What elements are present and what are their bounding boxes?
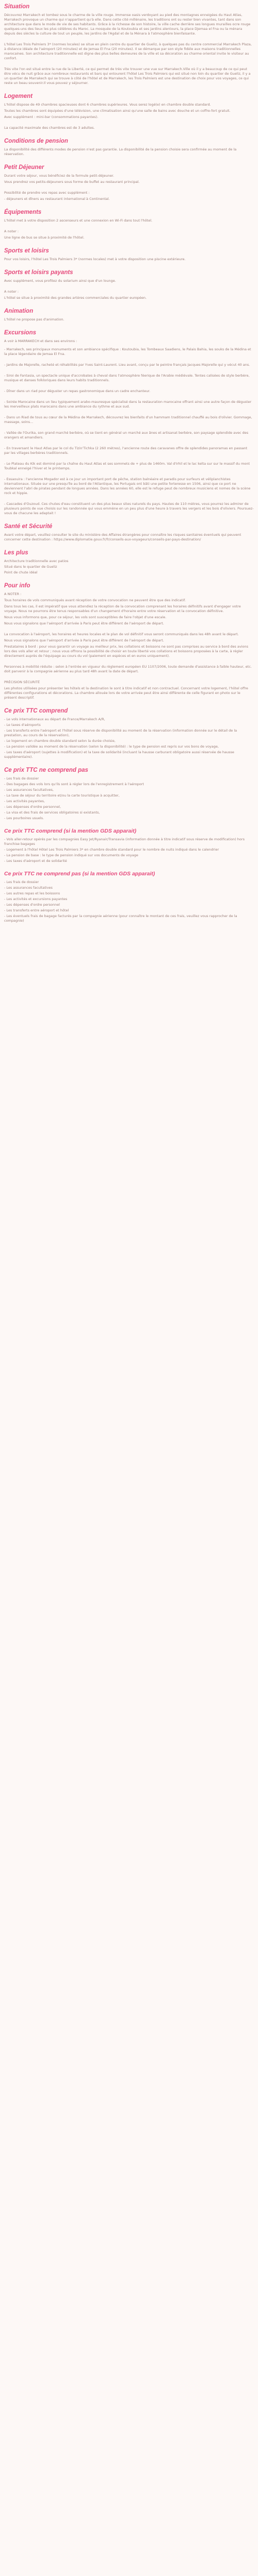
ttc-ne-comprend-item: - La visa et des frais de services obligatoires si existants, [4, 810, 100, 815]
excursion-item: - Dans un Riad de tous au cœur de la Médina de Marrakech, découvrez les bienfaits d'un hammam traditionnel chauffé au bois d'olivier. Gommage, massage, soins... [4, 415, 252, 424]
gds-ne-comprend-item: - Les transferts entre aéroport et hôtel [4, 908, 69, 912]
pour-info-paragraph: Nous vous informons que, pour ce séjour, les vols sont susceptibles de faire l'objet d'une escale. [4, 615, 167, 619]
ttc-ne-comprend-item: - La taxe de séjour du territoire et/ou la carte touristique à acquitter, [4, 793, 120, 798]
sports-payants-paragraph: L'hôtel se situe à proximité des grandes artères commerciales du quartier européen. [4, 296, 147, 300]
ttc-ne-comprend-item: - Des bagages des vols lors qu'ils sont à régler lors de l'enregistrement à l'aéroport [4, 782, 144, 786]
hotel-description-page [0, 0, 258, 923]
conditions-paragraph: La disponibilité des différents modes de pension n'est pas garantie. La disponibilité de la pension choisie sera confirmée au moment de la réservation. [4, 147, 237, 156]
sports-payants-paragraph: Avec supplément, vous profitez du solarium ainsi que d'un lounge. [4, 279, 116, 283]
gds-comprend-item: - Vols aller-retour opérés par les compagnies Easy Jet/Ryanair/Transavia (information donnée à titre indicatif sous réserve de modification) hors franchise bagages [4, 837, 245, 846]
equipements-paragraph: Une ligne de bus se situe à proximité de l'hôtel. [4, 235, 85, 240]
excursion-item: - Siroi de Fantasia, un spectacle unique d'accrobates à cheval dans l'atmosphère féerique de l'Arabie médiévale. Tentes calisées de style berbère, musique et danses folkloriques dans leurs habits traditionnels. [4, 374, 250, 382]
ttc-comprend-item: - Le taxes d'aéroports [4, 723, 41, 727]
pour-info-paragraph: Prestataires à bord : pour vous garantir un voyage au meilleur prix, les collations et boissons ne sont pas comprises au service à bord des avions lors des vols aller et retour ; nous vous offrons la possibilité de choisir en toute liberté vos collations et boissons proposées à la carte, à régler directement auprès de l'équipage au cours du vol (paiement en espèces et en euros uniquement). [4, 645, 249, 658]
section-title-excursions: Excursions [4, 330, 36, 336]
section-title-animation: Animation [4, 308, 34, 314]
gds-ne-comprend-item: - Les frais de dossier [4, 880, 39, 884]
excursion-item: - Dîner dans un riad pour déguster un repas gastronomique dans un cadre enchanteur. [4, 389, 151, 393]
pour-info-paragraph: La convocation à l'aéroport, les horaires et heures locales et le plan de vol définitif vous seront communiqués dans les 48h avant le départ. [4, 632, 239, 636]
excursions-intro: A voir à MARRAKECH et dans ses environs : [4, 339, 77, 343]
situation-paragraph: Très vite l'on est situé entre la rue de la Liberté, ce qui permet de très vite trouver une vue sur Marrakech.Ville où il y a beaucoup de ce qui peut être vécu de nuit grâce aux nombreux restaurants et bars qui entourent l'hôtel Les Trois Palmiers qui est situé non loin du quartier de Gueliz, il y a un quartier de Marrakech qui se trouve à côté de l'hôtel et de Marrakech, les Trois Palmiers est une destination de choix pour vos voyages, ce qui reste un beau souvenir.Il vous pouvez y séjourner. [4, 67, 251, 85]
logement-paragraph: L'hôtel dispose de 49 chambres spacieuses dont 6 chambres supérieures. Vous serez logé(e) en chambre double standard. [4, 103, 211, 107]
gds-comprend-item: - Logement à l'hôtel Hôtel Les Trois Palmiers 3* en chambre double standard pour le nombre de nuits indiqué dans le calendrier [4, 848, 219, 852]
pour-info-paragraph: Nous vous signalons que l'aéroport d'arrivée à Paris peut être différent de l'aéroport de départ. [4, 638, 164, 642]
logement-paragraph: La capacité maximale des chambres est de 3 adultes. [4, 126, 95, 130]
section-title-conditions: Conditions de pension [4, 138, 68, 144]
excursion-item: - Essaouira : l'ancienne Mogador est à ce jour un important port de pêche, station balnéaire et paradis pour surfeurs et véliplanchistes internationaux. Située sur une presqu'île au bord de l'Atlantique, les Portugais ont bâti une petite forteresse en 1506, ainsi que ce port ne deviennent l'abri de pirates pendant de longues années. Dans les années 60, elle est le refuge peut de nombreux musiciens et nomes de la scène rock et hippie. [4, 477, 251, 495]
section-title-equipements: Équipements [4, 209, 42, 215]
gds-comprend-item: - La pension de base : le type de pension indiqué sur vos documents de voyage [4, 853, 138, 857]
ttc-ne-comprend-item: - Les dépenses d'ordre personnel, [4, 805, 61, 809]
les-plus-item: Point de chute idéal [4, 570, 38, 574]
section-title-logement: Logement [4, 93, 33, 99]
gds-ne-comprend-item: - Les éventuels frais de bagage facturés par la compagnie aérienne (pour connaître le montant de ces frais, veuillez vous rapprocher de la compagnie) [4, 914, 237, 923]
excursion-item: - Vallée de l'Ourika, son grand marché berbère, où se tient en général un marché aux ânes et artisanat berbère, son paysage splendide avec des orangers et amandiers. [4, 431, 249, 439]
ttc-ne-comprend-item: - Les frais de dossier [4, 776, 39, 781]
section-title-gds-ne-comprend: Ce prix TTC ne comprend pas (si la mention GDS apparait) [4, 871, 155, 877]
ttc-ne-comprend-item: - Les activités payantes, [4, 799, 45, 803]
ttc-comprend-item: - Le vols internationaux au départ de France/Marrakech A/R, [4, 717, 105, 721]
sports-payants-paragraph: A noter : [4, 290, 19, 294]
section-title-situation: Situation [4, 4, 30, 10]
equipements-paragraph: A noter : [4, 229, 19, 233]
excursion-item: - En traversant le Haut Atlas par le col du Tizin'Tichka (2 260 mètres), l'ancienne route des caravanes offre de splendides panoramas en passant par les villages berbères traditionnels. [4, 446, 248, 455]
sante-paragraph: Avant votre départ, veuillez consulter le site du ministère des Affaires étrangères pour connaître les risques sanitaires éventuels qui peuvent concerner cette destination : https://www.diplomatie.gouv.fr/fr/conseils-aux-voyageurs/conseils-par-pays-destination/ [4, 533, 241, 541]
pour-info-paragraph: PRÉCISION SÉCURITÉ [4, 680, 40, 684]
sports-loisirs-paragraph: Pour vos loisirs, l'hôtel Les Trois Palmiers 3* (normes locales) met à votre disposition une piscine extérieure. [4, 257, 186, 261]
logement-paragraph: Avec supplément : mini-bar (consommations payantes). [4, 115, 99, 119]
ttc-ne-comprend-item: - Les pourboires usuels. [4, 816, 44, 820]
section-title-petit-dejeuner: Petit Déjeuner [4, 164, 44, 171]
pour-info-paragraph: A NOTER : [4, 592, 22, 596]
situation-paragraph: L'hôtel Les Trois Palmiers 3* (normes locales) se situe en plein centre du quartier de Gueliz, à quelques pas du centre commercial Marrakech Plaza, à distance idéale de l'aéroport (20 minutes) et de Jemaa El Fna (20 minutes). Il se démarque par son style fidèle aux maisons traditionnelles marocaines. Son architecture traditionnelle est digne des plus belles demeures de la ville et sa décoration au charme oriental invite le visiteur au confort. [4, 42, 252, 60]
excursion-item: - Marrakech, ses principaux monuments et son ambiance spécifique : Koutoubia, les Tombeaux Saadiens, le Palais Bahia, les souks de la Médina et la place légendaire de Jemaa El Fna. [4, 347, 251, 356]
ttc-comprend-item: - Les taxes d'aéroport (sujettes à modification) et la taxe de solidarité (incluant la hausse carburant obligatoire aussi réservée de hausse supplémentaire). [4, 750, 234, 759]
gds-ne-comprend-item: - Les assurances facultatives [4, 886, 53, 890]
section-title-sante: Santé et Sécurité [4, 523, 53, 530]
gds-ne-comprend-item: - Les autres repas et les boissons [4, 891, 60, 895]
section-title-gds-comprend: Ce prix TTC comprend (si la mention GDS apparait) [4, 828, 137, 834]
pour-info-paragraph: Dans tous les cas, il est impératif que vous attendiez la réception de la convocation comprenant les horaires définitifs avant d'engager votre voyage. Nous ne pourrons être tenus responsables d'un changement d'horaire entre votre réservation et la convocation définitive. [4, 604, 241, 613]
section-title-les-plus: Les plus [4, 550, 28, 556]
petit-dejeuner-paragraph: Possibilité de prendre vos repas avec supplément : [4, 191, 90, 195]
ttc-comprend-item: - Le logement en chambre double standard selon la durée choisie, [4, 739, 116, 743]
ttc-comprend-item: - Les transferts entre l'aéroport et l'hôtel sous réserve de disponibilité au moment de la réservation (information donnée sur le détail de la prestation, au cours de la réservation), [4, 728, 237, 737]
pour-info-paragraph: Personnes à mobilité réduite : selon à l'entrée en vigueur du règlement européen EU 1107/2006, toute demande d'assistance à faible hauteur, etc. doit parvenir à la compagnie aérienne au plus tard 48h avant la date de départ. [4, 665, 252, 673]
section-title-pour-info: Pour info [4, 583, 30, 589]
pour-info-paragraph: Les photos utilisées pour présenter les hôtels et la destination le sont à titre indicatif et non contractuel. Concernant votre logement, l'hôtel offre différentes configurations et décorations. La chambre allouée lors de votre arrivée peut être ainsi différente de celle figurant en photo sur le présent descriptif. [4, 686, 248, 700]
petit-dejeuner-paragraph: Vous prendrez vos petits-déjeuners sous forme de buffet au restaurant principal. [4, 180, 140, 184]
les-plus-item: Situé dans le quartier de Gueliz [4, 565, 57, 569]
section-title-ttc-comprend: Ce prix TTC comprend [4, 708, 68, 714]
pour-info-paragraph: Tous horaires de vols communiqués avant réception de votre convocation ne peuvent être que des indicatif. [4, 598, 186, 602]
situation-paragraph: Découvrez Marrakech et tombez sous le charme de la ville rouge. Immense oasis verdoyant au pied des montagnes enneigées du Haut Atlas, Marrakech provoque un charme qui n'appartient qu'à elle. Dans cette cité millénaire, les traditions ont su rester bien vivantes, tant dans son architecture que dans le mode de vie de ses habitants. Grâce à la richesse de son histoire, la ville cache derrière ses longues murailles ocre rouge quelques-uns des lieux les plus célèbres du Maroc. La mosquée de la Koutoubia et ses jardins alentours, la place Djemaa el Fna ou la ménara depuis des siècles la culture de tout un peuple, les jardins de l'Agdal et de la Ménara à l'atmosphère bienfaisante. [4, 13, 251, 36]
section-title-ttc-ne-comprend: Ce prix TTC ne comprend pas [4, 767, 88, 773]
logement-paragraph: Toutes les chambres sont équipées d'une télévision, une climatisation ainsi qu'une salle de bains avec douche et un coffre-fort gratuit. [4, 109, 231, 113]
excursion-item: - Jardins de Majorelle, racheté et réhabilités par Yves Saint-Laurent. Lieu avant, conçu par le peintre français Jacques Majorelle qui y vécut 40 ans. [4, 363, 250, 367]
pour-info-paragraph: Nous vous signalons que l'aéroport d'arrivée à Paris peut être différent de l'aéroport de départ. [4, 621, 164, 625]
petit-dejeuner-paragraph: Durant votre séjour, vous bénéficiez de la formule petit-déjeuner. [4, 174, 115, 178]
excursion-item: - Cascades d'Ouzoud. Ces chutes d'eau constituent un des plus beaux sites naturels du pays. Hautes de 110 mètres, vous pourrez les admirer de plusieurs points de vue choisis sur les randonnée qui vous emmène en un peu plus d'une heure à travers les vergers et les bois d'oliviers. Poursuez-vous de chacune les adaptait ! [4, 502, 254, 515]
gds-ne-comprend-item: - Les dépenses d'ordre personnel [4, 903, 60, 907]
excursion-item: - Soirée Marocaine dans un lieu typiquement arabo-mauresque spécialisé dans la restauration marocaine offrant ainsi une autre façon de déguster les merveilleux plats marocains dans une ambiance du rythme et aux sud. [4, 400, 252, 409]
excursion-item: - Le Plateau du Kik est dominé par la chaîne du Haut Atlas et ses sommets de + plus de 1460m. Val d'Irhil et le lac kelta sur sur le massif du mont Toubkal enneigé l'hiver et le printemps. [4, 462, 250, 470]
section-title-sports-loisirs: Sports et loisirs [4, 248, 49, 254]
gds-ne-comprend-item: - Les activités et excursions payantes [4, 897, 68, 901]
les-plus-item: Architecture traditionnelle avec patios [4, 559, 69, 563]
ttc-comprend-item: - La pension validée au moment de la réservation (selon la disponibilité) : le type de pension est repris sur vos bons de voyage, [4, 744, 219, 749]
section-title-sports-payants: Sports et loisirs payants [4, 269, 73, 276]
gds-comprend-item: - Les taxes d'aéroport et de solidarité [4, 859, 67, 863]
petit-dejeuner-paragraph: - déjeuners et dîners au restaurant international à Continental. [4, 197, 110, 201]
ttc-ne-comprend-item: - Les assurances facultatives, [4, 788, 54, 792]
animation-paragraph: L'hôtel ne propose pas d'animation. [4, 317, 64, 321]
equipements-paragraph: L'hôtel met à votre disposition 2 ascenseurs et une connexion en Wi-Fi dans tout l'hôtel. [4, 218, 153, 223]
